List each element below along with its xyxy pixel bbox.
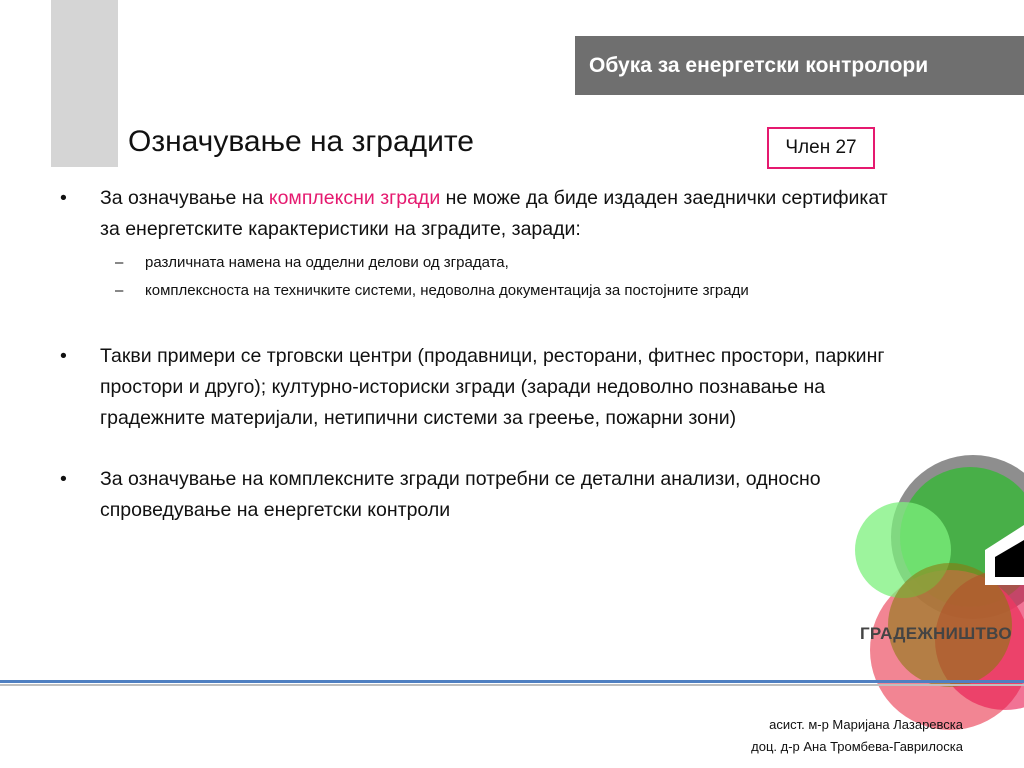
authors	[751, 714, 963, 758]
dash-marker: –	[115, 254, 124, 271]
author-2: доц. д-р Ана Тромбева-Гаврилоска	[751, 739, 963, 754]
bullet-1-text-end: не може да биде издаден заеднички сертификат за енергетските карактеристики на зградите, заради:	[100, 187, 888, 240]
sub-bullet-1-text: различната намена на одделни делови од зградата,	[145, 254, 509, 271]
article-label: Член 27	[785, 137, 857, 158]
logo-text: ГРАДЕЖНИШТВО	[860, 624, 1012, 643]
bullet-3	[60, 464, 900, 526]
logo-circles-icon	[855, 455, 1024, 730]
dash-marker: –	[115, 282, 124, 299]
bullet-3-text: За означување на комплексните згради потребни се детални анализи, односно спроведување на енергетски контроли	[100, 468, 821, 521]
sub-bullet-2-text: комплексноста на техничките системи, недоволна документација за постојните згради	[145, 282, 749, 299]
footer-rule	[0, 680, 1024, 683]
course-title: Обука за енергетски контролори	[589, 53, 929, 77]
author-1: асист. м-р Маријана Лазаревска	[769, 717, 963, 732]
bullet-1-text-start: За означување на	[100, 187, 269, 209]
article-badge	[767, 127, 875, 169]
course-header	[575, 36, 1024, 95]
bullet-1	[60, 183, 900, 245]
footer-rule-shadow	[0, 684, 1024, 686]
faculty-logo	[855, 455, 1024, 730]
bullet-dot: •	[60, 345, 67, 367]
bullet-2	[60, 341, 900, 434]
sub-bullet-2	[60, 277, 900, 305]
slide-content	[60, 183, 900, 526]
sub-bullet-1	[60, 249, 900, 277]
bullet-1-highlight: комплексни згради	[268, 187, 441, 209]
slide-title: Означување на зградите	[128, 125, 474, 158]
bullet-dot: •	[60, 468, 67, 490]
bullet-2-text: Такви примери се трговски центри (продавници, ресторани, фитнес простори, паркинг простори и друго); културно-историски згради (заради недоволно познавање на градежните материјали, нетипични системи за греење, пожарни зони)	[100, 345, 885, 429]
decorative-gray-bar	[51, 0, 118, 167]
bullet-dot: •	[60, 187, 67, 209]
